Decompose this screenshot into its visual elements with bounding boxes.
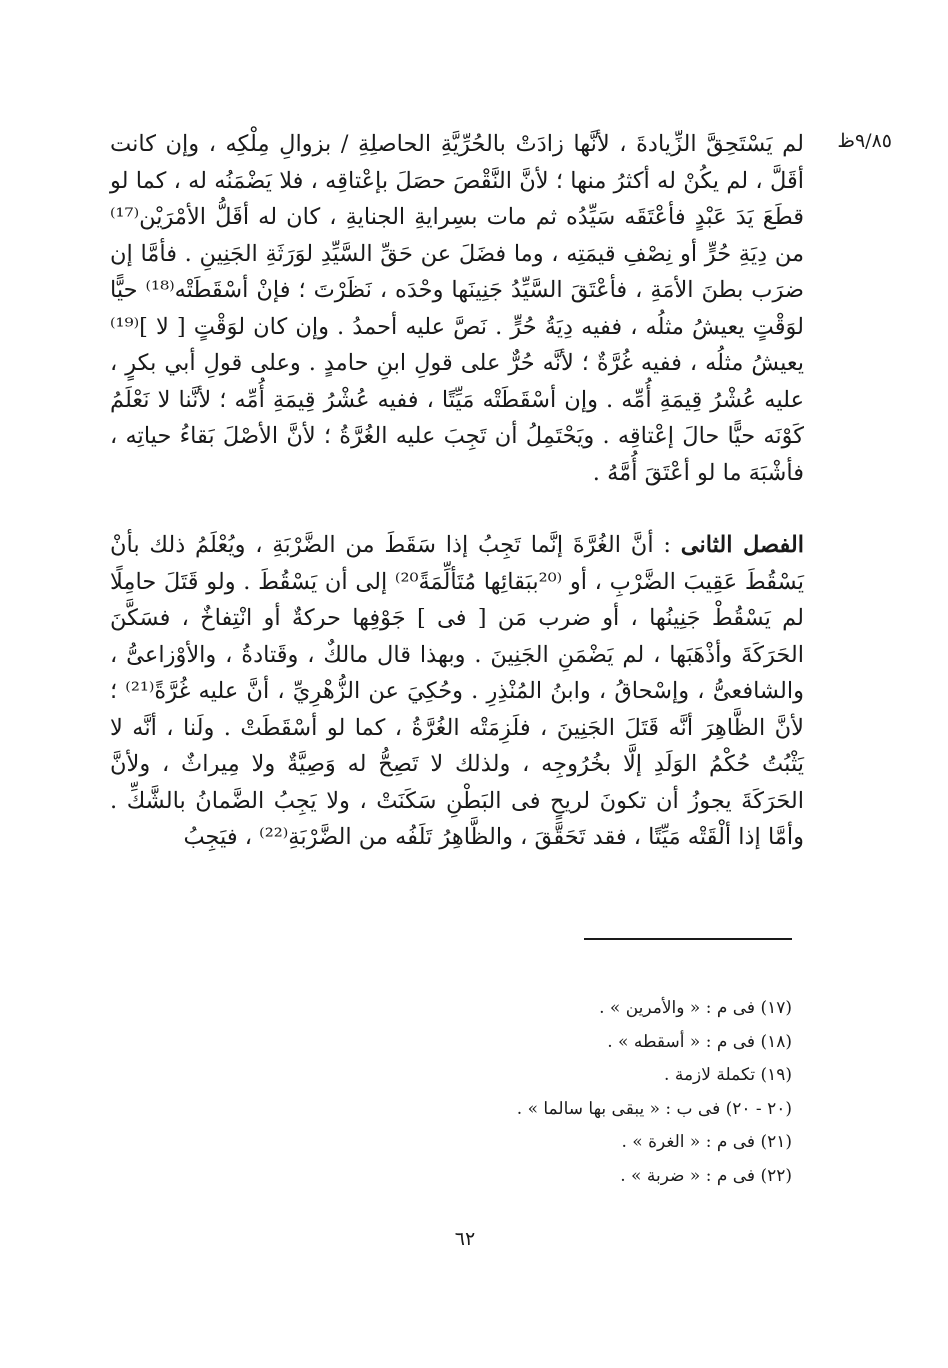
margin-folio-reference: ٩/٨٥ظ (837, 130, 892, 152)
footnote-divider (584, 938, 792, 940)
footnote-22: (٢٢) فى م : « ضربة » . (620, 1165, 792, 1186)
paragraph-1: لم يَسْتَحِقَّ الزِّيادةَ ، لأنَّها زادَتْ بالحُرِّيَّةِ الحاصلِةِ / بزوالِ مِلْكِه ، وإن كانت أقَلَّ ، لم يكُنْ له أكثرُ منها ؛ لأنَّ النَّقْصَ حصَلَ بإعْتاقِه ، فلا يَضْمَنُه له ، كما لو قطَعَ يَدَ عَبْدٍ فأعْتَقَه سَيِّدُه ثم مات بسِرايةِ الجنايةِ ، كان له أقَلُّ الأمْرَيْن⁽¹⁷⁾ من دِيَةِ حُرٍّ أو نِصْفِ قيمَتِه ، وما فضَلَ عن حَقِّ السَّيِّدِ لوَرَثَةِ الجَنِينِ . فأمَّا إن ضرَب بطنَ الأمَةِ ، فأعْتَقَ السَّيِّدُ جَنِينَها وحْدَه ، نَظَرْتَ ؛ فإنْ أسْقَطَتْه⁽¹⁸⁾ حيًّا لوَقْتٍ يعيشُ مثلُه ، ففيه دِيَةُ حُرٍّ . نَصَّ عليه أحمدُ . وإن كان لوَقْتٍ [ لا ]⁽¹⁹⁾ يعيشُ مثلُه ، ففيه غُرَّةٌ ؛ لأنَّه حُرٌّ على قولِ ابنِ حامدٍ . وعلى قولِ أبي بكرٍ ، عليه عُشْرُ قِيمَةِ أُمِّه . وإن أسْقَطَتْه مَيِّتًا ، ففيه عُشْرُ قِيمَةِ أُمِّه ؛ لأنَّنا لا نَعْلَمُ كَوْنَه حيًّا حالَ إعْتاقِه . ويَحْتَمِلُ أن تَجِبَ عليه الغُرَّةُ ؛ لأنَّ الأصْلَ بَقاءُ حياتِه ، فأشْبَهَ ما لو أعْتَقَ أُمَّهُ . (110, 131, 805, 486)
footnote-20: (٢٠ - ٢٠) فى ب : « يبقى بها سالما » . (516, 1098, 792, 1119)
footnote-18: (١٨) فى م : « أسقطه » . (607, 1031, 792, 1052)
main-text (110, 126, 804, 856)
footnote-17: (١٧) فى م : « والأمرين » . (599, 998, 792, 1018)
footnote-19: (١٩) تكملة لازمة . (664, 1065, 792, 1085)
footnote-21: (٢١) فى م : « الغرة » . (621, 1132, 792, 1152)
footnotes (300, 992, 792, 1193)
paragraph-2 (110, 527, 804, 856)
paragraph-2-text: : أنَّ الغُرَّةَ إنَّما تَجِبُ إذا سَقَطَ من الضَّرْبَةِ ، ويُعْلَمُ ذلك بأنْ يَسْقُطَ عَقِيبَ الضَّرْبِ ، أو ⁽²⁰ببَقائِها مُتَألِّمَةً²⁰⁾ إلى أن يَسْقُطَ . ولو قَتَلَ حامِلًا لم يَسْقُطْ جَنِينُها ، أو ضرب مَن [ فى ] جَوْفِها حركةٌ أو انْتِفاخٌ ، فسَكَّنَ الحَرَكَةَ وأذْهَبَها ، لم يَضْمَنِ الجَنِينَ . وبهذا قال مالكٌ ، وقَتادةُ ، والأوْزاعىُّ ، والشافعىُّ ، وإسْحاقُ ، وابنُ المُنْذِرِ . وحُكِيَ عن الزُّهْرِيِّ ، أنَّ عليه غُرَّةً⁽²¹⁾ ؛ لأنَّ الظَّاهِرَ أنَّه قَتَلَ الجَنِينَ ، فلَزِمَتْه الغُرَّةُ ، كما لو أسْقَطَتْ . ولَنا ، أنَّه لا يَثْبُتُ حُكْمُ الوَلَدِ إلَّا بخُرُوجِه ، ولذلك لا تَصِحُّ له وَصِيَّةٌ ولا مِيراثٌ ، ولأنَّ الحَرَكَةَ يجوزُ أن تكونَ لريحٍ فى البَطْنِ سَكَنَتْ ، ولا يَجِبُ الضَّمانُ بالشَّكِّ . وأمَّا إذا ألْقَتْه مَيِّتًا ، فقد تَحَقَّقَ ، والظَّاهِرُ تَلَفُه من الضَّرْبَةِ⁽²²⁾ ، فيَجِبُ (110, 532, 805, 850)
section-heading: الفصل الثانى (680, 532, 804, 558)
page-number: ٦٢ (454, 1228, 476, 1250)
